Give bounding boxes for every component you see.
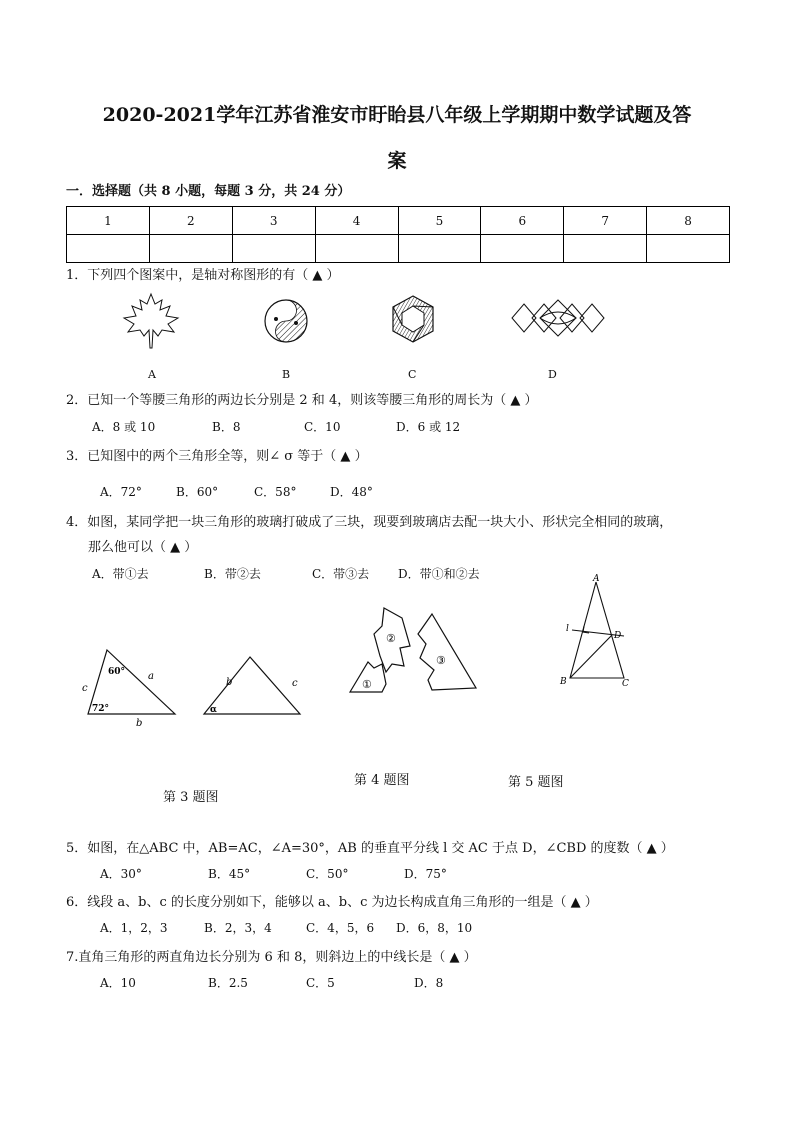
fig3-side-b2: b (226, 677, 233, 688)
q4-option-a[interactable]: A．带①去 (92, 567, 149, 581)
answer-blank-cell[interactable] (398, 235, 481, 263)
figure-3-caption: 第 3 题图 (163, 790, 219, 805)
yin-yang-icon (263, 298, 309, 344)
q3-option-a[interactable]: A．72° (100, 485, 142, 499)
q7-option-d[interactable]: D．8 (414, 976, 444, 990)
fig3-side-c1: c (82, 683, 88, 694)
answer-header-cell: 4 (315, 207, 398, 235)
answer-blank-cell[interactable] (232, 235, 315, 263)
q4-option-c[interactable]: C．带③去 (312, 567, 370, 581)
q2-option-d[interactable]: D．6 或 12 (396, 420, 461, 434)
fig3-side-c2: c (292, 678, 298, 689)
q2-option-a[interactable]: A．8 或 10 (92, 420, 156, 434)
fig3-side-b1: b (136, 718, 143, 729)
answer-blank-cell[interactable] (647, 235, 730, 263)
q6-option-b[interactable]: B．2，3，4 (204, 921, 272, 935)
figure-label-b: B (282, 368, 291, 381)
section-heading: 一．选择题（共 8 小题，每题 3 分，共 24 分） (66, 184, 351, 199)
q7-option-a[interactable]: A．10 (100, 976, 136, 990)
q6-option-c[interactable]: C．4，5，6 (306, 921, 375, 935)
hexagon-pattern-icon (388, 294, 438, 344)
answer-table-blank-row (67, 235, 730, 263)
fig3-angle-60: 60° (108, 667, 126, 677)
q7-option-b[interactable]: B．2.5 (208, 976, 248, 990)
q5-option-c[interactable]: C．50° (306, 867, 349, 881)
answer-blank-cell[interactable] (67, 235, 150, 263)
fig3-angle-72: 72° (92, 704, 110, 714)
piece-3-label: ③ (436, 654, 446, 667)
figure-4-caption: 第 4 题图 (354, 773, 410, 788)
q5-option-d[interactable]: D．75° (404, 867, 447, 881)
page-title-continued: 案 (387, 150, 407, 172)
figure-label-d: D (548, 368, 557, 381)
answer-header-cell: 7 (564, 207, 647, 235)
q3-option-c[interactable]: C．58° (254, 485, 297, 499)
piece-1-label: ① (362, 678, 372, 691)
q2-option-b[interactable]: B．8 (212, 420, 241, 434)
line-l-label: l (566, 624, 569, 634)
question-7-text: 7.直角三角形的两直角边长分别为 6 和 8，则斜边上的中线长是（ ▲ ） (66, 950, 477, 965)
answer-header-cell: 8 (647, 207, 730, 235)
answer-blank-cell[interactable] (315, 235, 398, 263)
question-2-text: 2．已知一个等腰三角形的两边长分别是 2 和 4，则该等腰三角形的周长为（ ▲ ） (66, 393, 538, 408)
point-c-label: C (622, 679, 629, 689)
question-4-text-line1: 4．如图，某同学把一块三角形的玻璃打破成了三块，现要到玻璃店去配一块大小、形状完全相同的玻璃， (66, 515, 673, 530)
q4-option-b[interactable]: B．带②去 (204, 567, 261, 581)
question-6-text: 6．线段 a、b、c 的长度分别如下，能够以 a、b、c 为边长构成直角三角形的一组是（ ▲ ） (66, 895, 598, 910)
point-a-label: A (593, 574, 600, 584)
fig3-side-a: a (148, 671, 154, 682)
answer-table-header-row (67, 207, 730, 235)
answer-header-cell: 6 (481, 207, 564, 235)
answer-header-cell: 3 (232, 207, 315, 235)
answer-header-cell: 1 (67, 207, 150, 235)
page-title: 2020-2021学年江苏省淮安市盱眙县八年级上学期期中数学试题及答 (102, 104, 692, 126)
fig3-angle-alpha: α (210, 705, 217, 715)
answer-blank-cell[interactable] (481, 235, 564, 263)
answer-blank-cell[interactable] (149, 235, 232, 263)
figure-5-caption: 第 5 题图 (508, 775, 564, 790)
point-b-label: B (560, 677, 567, 687)
q7-option-c[interactable]: C．5 (306, 976, 335, 990)
answer-header-cell: 5 (398, 207, 481, 235)
maple-leaf-icon (120, 292, 182, 350)
answer-header-cell: 2 (149, 207, 232, 235)
q2-option-c[interactable]: C．10 (304, 420, 341, 434)
figure-4-glass-pieces (346, 604, 480, 696)
q6-option-d[interactable]: D．6，8，10 (396, 921, 473, 935)
figure-5-triangle (554, 574, 640, 690)
q3-option-b[interactable]: B．60° (176, 485, 219, 499)
question-1-text: 1．下列四个图案中，是轴对称图形的有（ ▲ ） (66, 268, 340, 283)
q6-option-a[interactable]: A．1，2，3 (100, 921, 168, 935)
q4-option-d[interactable]: D．带①和②去 (398, 567, 480, 581)
diamond-chain-icon (510, 298, 606, 338)
answer-table (66, 206, 730, 263)
figure-label-c: C (408, 368, 417, 381)
piece-2-label: ② (386, 632, 396, 645)
question-4-text-line2: 那么他可以（ ▲ ） (88, 540, 198, 555)
answer-blank-cell[interactable] (564, 235, 647, 263)
question-3-text: 3．已知图中的两个三角形全等，则∠ σ 等于（ ▲ ） (66, 449, 368, 464)
point-d-label: D (614, 631, 622, 641)
q5-option-a[interactable]: A．30° (100, 867, 142, 881)
figure-3-triangles (78, 640, 308, 732)
q5-option-b[interactable]: B．45° (208, 867, 251, 881)
question-5-text: 5．如图，在△ABC 中，AB=AC，∠A=30°，AB 的垂直平分线 l 交 AC 于点 D，∠CBD 的度数（ ▲ ） (66, 841, 674, 856)
figure-label-a: A (148, 368, 156, 381)
q3-option-d[interactable]: D．48° (330, 485, 373, 499)
